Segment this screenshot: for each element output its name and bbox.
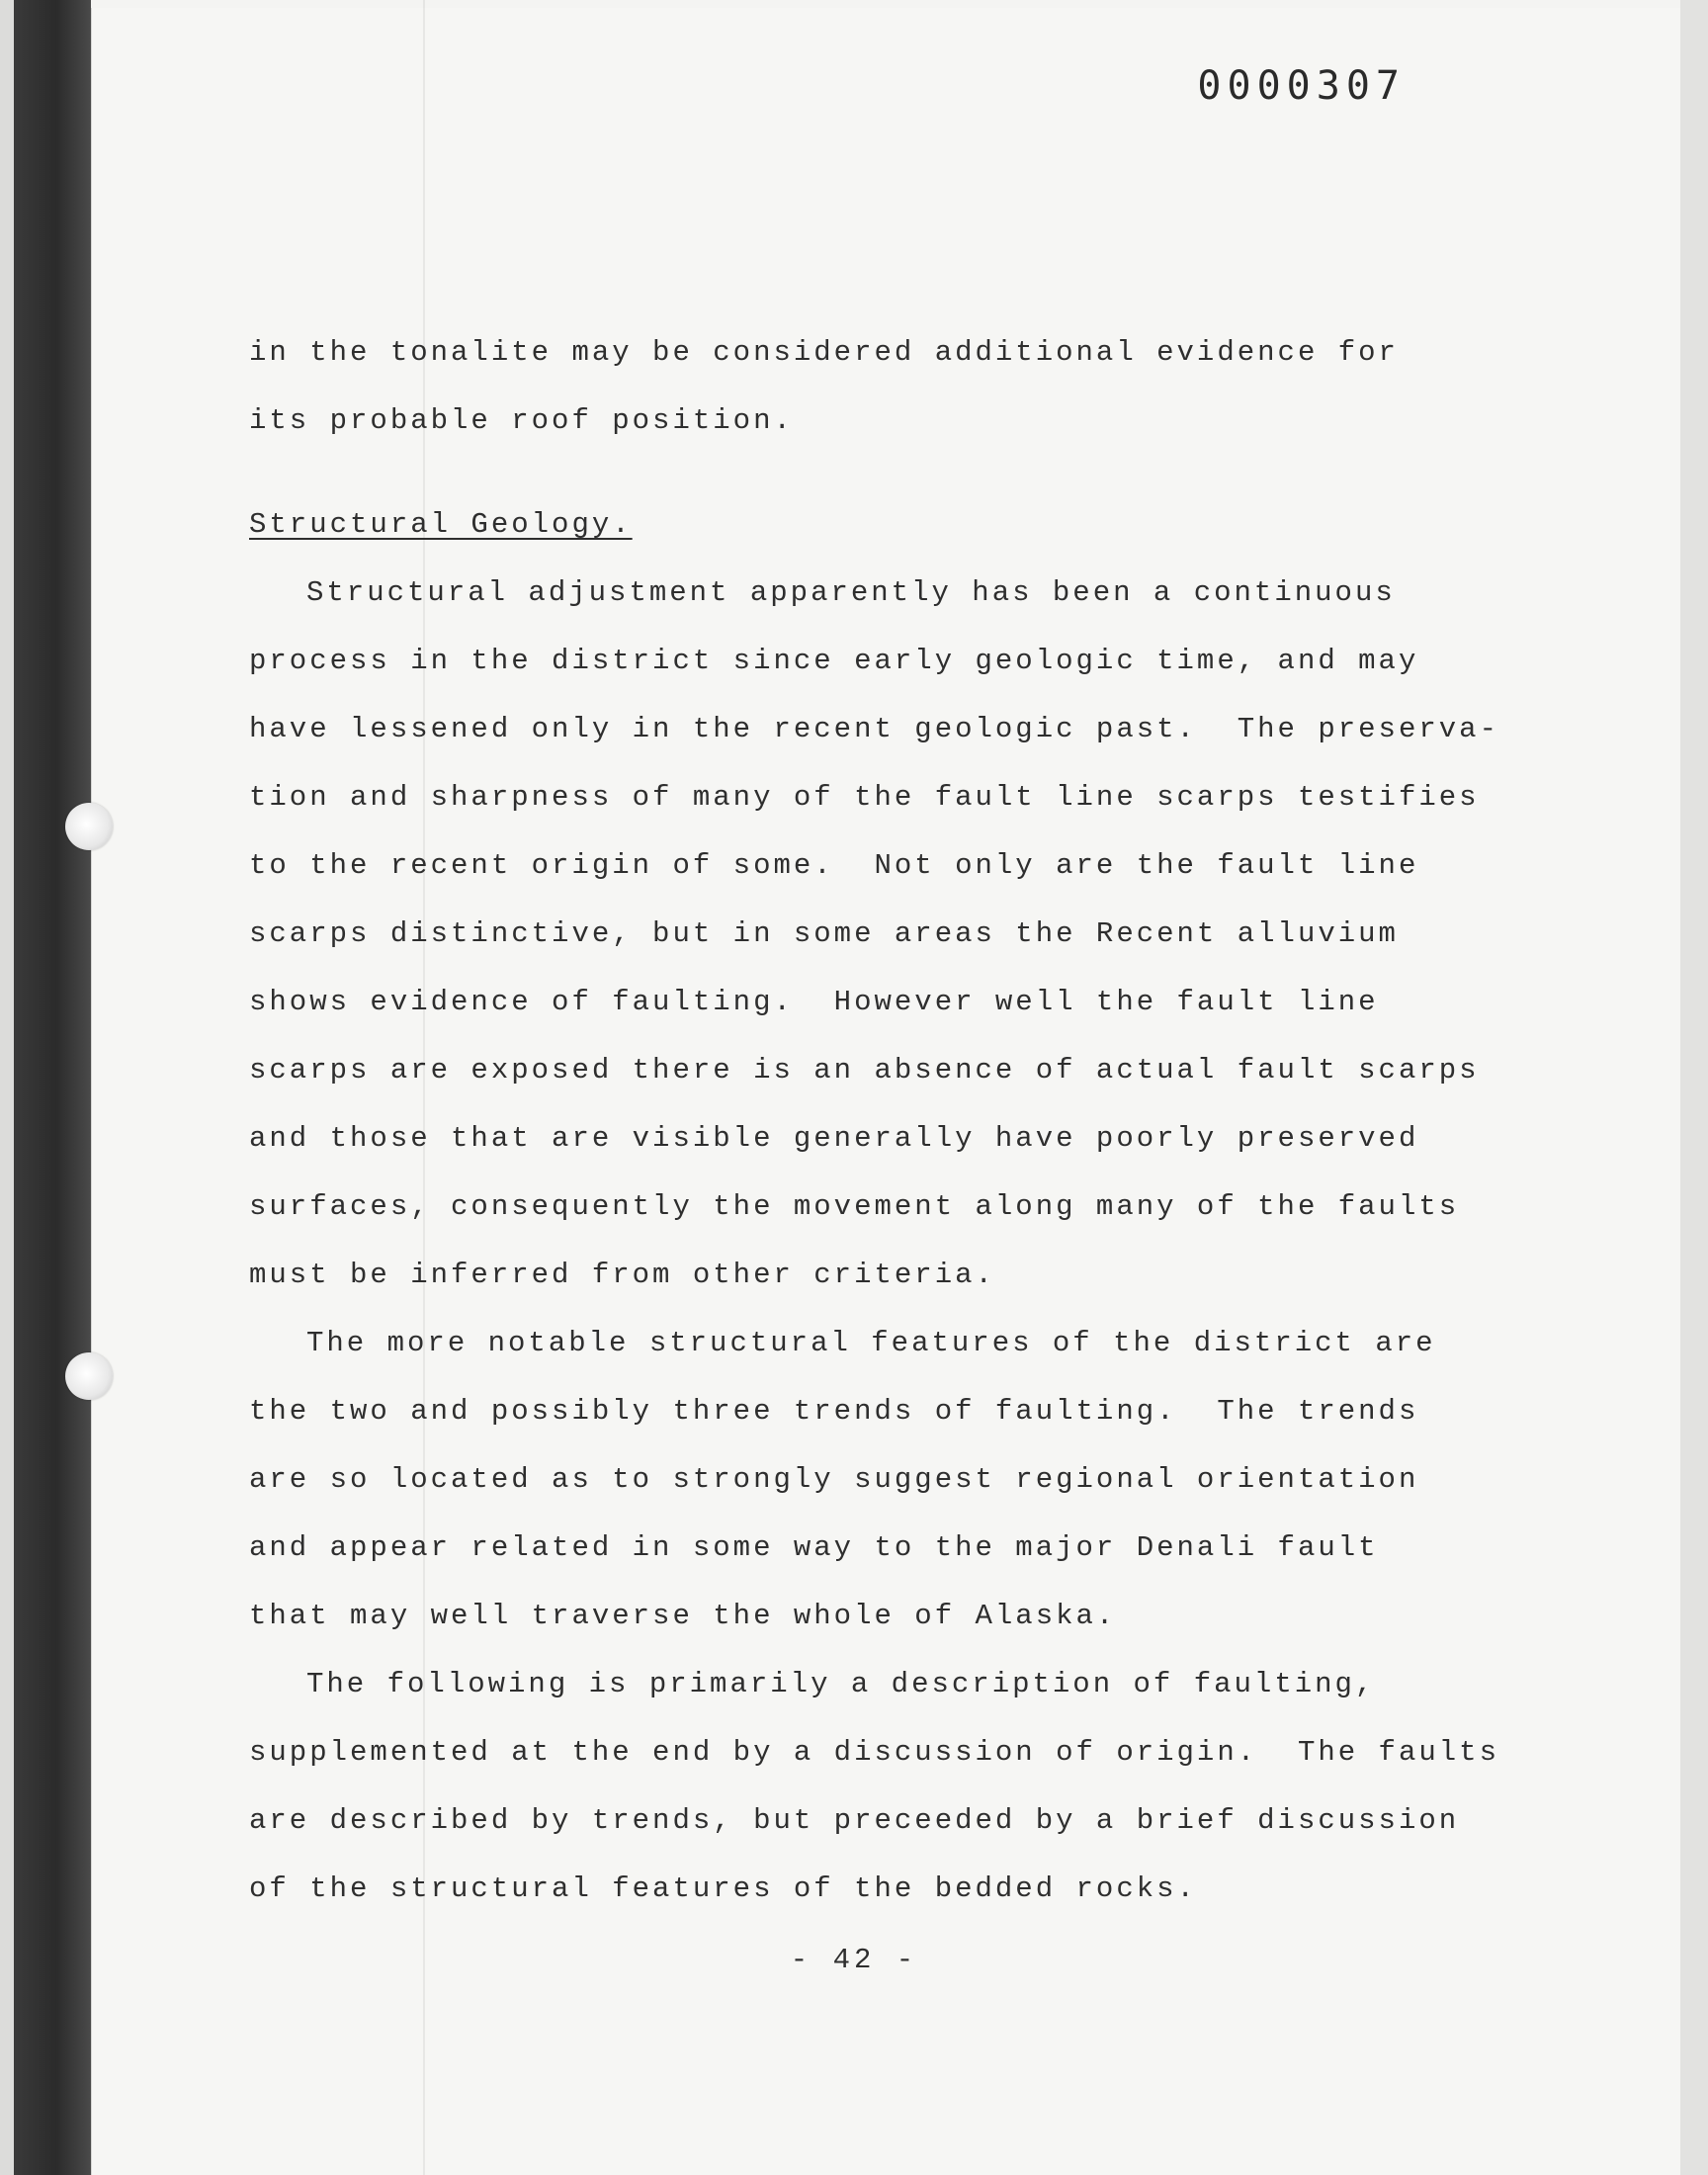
binder-strip bbox=[14, 0, 91, 2175]
text-line: surfaces, consequently the movement along many of the faults bbox=[249, 1190, 1460, 1223]
punch-hole-icon bbox=[65, 803, 113, 850]
document-number: 0000307 bbox=[1197, 63, 1406, 109]
punch-hole-icon bbox=[65, 1352, 113, 1400]
text-line: process in the district since early geologic time, and may bbox=[249, 645, 1419, 677]
text-line: tion and sharpness of many of the fault line scarps testifies bbox=[249, 781, 1480, 814]
text-line: that may well traverse the whole of Alaska. bbox=[249, 1600, 1117, 1632]
text-line: the two and possibly three trends of faulting. The trends bbox=[249, 1395, 1419, 1428]
text-line: Structural adjustment apparently has been a continuous bbox=[306, 576, 1396, 609]
text-line: are described by trends, but preceeded by a brief discussion bbox=[249, 1804, 1460, 1837]
text-line: must be inferred from other criteria. bbox=[249, 1259, 995, 1291]
text-line: are so located as to strongly suggest regional orientation bbox=[249, 1463, 1419, 1496]
body-text bbox=[249, 330, 1499, 1935]
section-heading-line bbox=[249, 502, 1494, 570]
text-line: and appear related in some way to the major Denali fault bbox=[249, 1531, 1379, 1564]
text-line: and those that are visible generally have poorly preserved bbox=[249, 1122, 1419, 1155]
text-line: shows evidence of faulting. However well the fault line bbox=[249, 986, 1379, 1018]
text-line: in the tonalite may be considered additional evidence for bbox=[249, 336, 1399, 369]
section-heading: Structural Geology. bbox=[249, 508, 633, 541]
scan-right-edge bbox=[1680, 0, 1708, 2175]
page-number: - 42 - bbox=[790, 1944, 918, 1976]
text-line: scarps distinctive, but in some areas the Recent alluvium bbox=[249, 917, 1399, 950]
text-line: The more notable structural features of the district are bbox=[306, 1327, 1436, 1359]
text-line: of the structural features of the bedded rocks. bbox=[249, 1872, 1197, 1905]
text-line: supplemented at the end by a discussion of origin. The faults bbox=[249, 1736, 1499, 1769]
text-line: The following is primarily a description of faulting, bbox=[306, 1668, 1376, 1700]
text-line: its probable roof position. bbox=[249, 404, 794, 437]
text-line: scarps are exposed there is an absence of actual fault scarps bbox=[249, 1054, 1480, 1087]
text-line: have lessened only in the recent geologic past. The preserva- bbox=[249, 713, 1499, 745]
scan-left-margin bbox=[0, 0, 14, 2175]
text-line: to the recent origin of some. Not only are the fault line bbox=[249, 849, 1419, 882]
